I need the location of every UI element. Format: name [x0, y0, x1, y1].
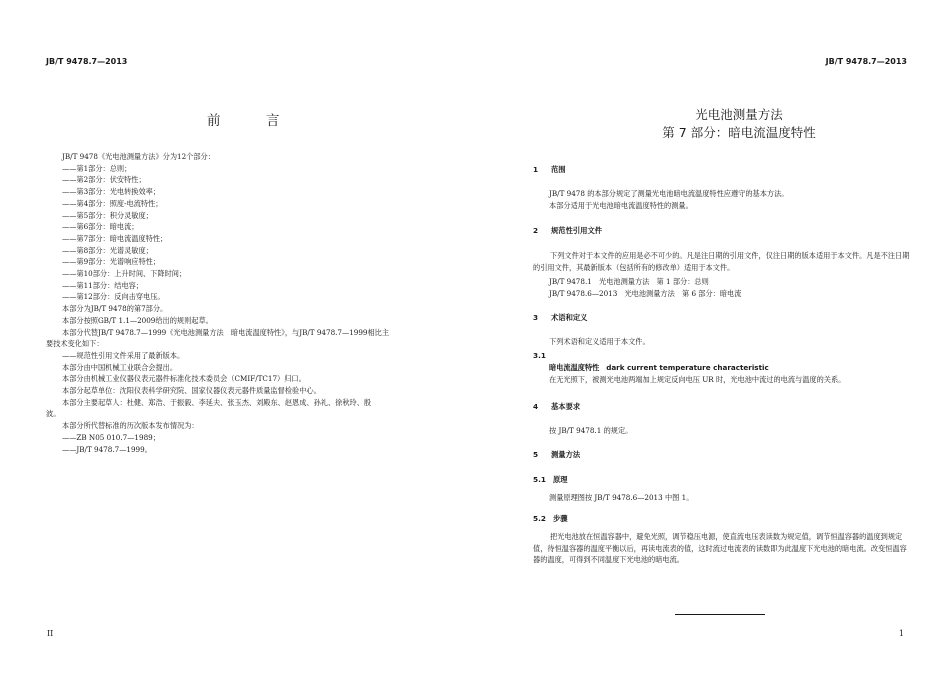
normative-reference-2: JB/T 9478.6—2013 光电池测量方法 第 6 部分：暗电流 — [549, 289, 742, 298]
foreword-line: 本部分由中国机械工业联合会提出。 — [62, 362, 178, 372]
section-title: 范围 — [551, 165, 566, 174]
term-english: dark current temperature characteristic — [606, 363, 769, 372]
section-title: 基本要求 — [551, 402, 581, 411]
subsection-5-2-para: 把光电池放在恒温容器中，避免光照，调节稳压电源，使直流电压表读数为规定值，调节恒温容器的温度到规定值，待恒温容器的温度平衡以后，再读电流表的值，这时流过电流表的读数即为此温度下光电池的暗电流。改变恒温容器的温度，可得到不同温度下光电池的暗电流。 — [533, 532, 907, 564]
right-page-number: 1 — [898, 629, 904, 638]
section-title: 测量方法 — [551, 450, 581, 459]
section-3-para-1: 下列术语和定义适用于本文件。 — [549, 337, 650, 346]
section-number: 5.1 — [533, 475, 546, 484]
normative-reference-1: JB/T 9478.1 光电池测量方法 第 1 部分：总则 — [549, 277, 709, 286]
foreword-line: ——第7部分：暗电流温度特性； — [62, 233, 168, 243]
right-running-header: JB/T 9478.7—2013 — [825, 57, 907, 66]
standard-page — [475, 0, 950, 673]
section-1-para-1: JB/T 9478 的本部分规定了测量光电池暗电流温度特性应遵守的基本方法。 — [549, 189, 789, 198]
foreword-line: 本部分起草单位：沈阳仪表科学研究院、国家仪器仪表元器件质量监督检验中心。 — [62, 386, 321, 396]
foreword-line: ——第4部分：照度-电流特性； — [62, 198, 163, 208]
foreword-line: 本部分主要起草人：杜健、郑浩、于振毅、李延夫、张玉杰、刘殿东、赵恩成、孙礼、徐秋玲、殷 — [62, 397, 372, 407]
left-page-number: II — [47, 629, 54, 638]
subsection-5-1-heading — [533, 475, 568, 485]
section-number: 5 — [533, 450, 539, 459]
subsection-5-2-heading — [533, 514, 568, 524]
foreword-line: ——第2部分：伏安特性； — [62, 175, 146, 185]
section-1-heading — [533, 165, 566, 175]
foreword-line: 本部分代替JB/T 9478.7—1999《光电池测量方法 暗电流温度特性》，与JB/T 9478.7—1999相比主 — [62, 327, 390, 337]
section-2-para-1: 下列文件对于本文件的应用是必不可少的。凡是注日期的引用文件，仅注日期的版本适用于本文件。凡是不注日期的引用文件，其最新版本（包括所有的修改单）适用于本文件。 — [533, 251, 910, 272]
foreword-body — [46, 151, 446, 455]
section-title: 原理 — [553, 475, 568, 484]
foreword-line: ——第5部分：积分灵敏度； — [62, 210, 153, 220]
foreword-line: 波。 — [46, 409, 61, 419]
section-4-heading — [533, 402, 580, 412]
section-2-heading — [533, 226, 602, 236]
end-rule — [675, 614, 765, 615]
foreword-line: ——第12部分：反向击穿电压。 — [62, 292, 165, 302]
subsection-3-1-number: 3.1 — [533, 351, 546, 360]
foreword-line: 本部分为JB/T 9478的第7部分。 — [62, 304, 168, 314]
foreword-line: ——ZB N05 010.7—1989； — [62, 432, 160, 442]
section-number: 1 — [533, 165, 539, 174]
section-number: 2 — [533, 226, 539, 235]
section-number: 5.2 — [533, 514, 546, 523]
foreword-line: ——第6部分：暗电流； — [62, 222, 139, 232]
term-entry — [549, 362, 919, 374]
section-number: 3 — [533, 313, 539, 322]
section-5-heading — [533, 450, 580, 460]
foreword-line: ——第11部分：结电容； — [62, 280, 144, 290]
section-3-heading — [533, 313, 587, 323]
subsection-5-1-para: 测量原理图按 JB/T 9478.6—2013 中图 1。 — [549, 493, 694, 502]
foreword-line: ——第9部分：光谱响应特性； — [62, 257, 161, 267]
foreword-line: 本部分按照GB/T 1.1—2009给出的规则起草。 — [62, 315, 213, 325]
foreword-line: ——规范性引用文件采用了最新版本。 — [62, 350, 185, 360]
section-number: 4 — [533, 402, 539, 411]
section-1-para-2: 本部分适用于光电池暗电流温度特性的测量。 — [549, 201, 693, 210]
document-title — [475, 106, 950, 142]
document-title-line2: 第 7 部分：暗电流温度特性 — [662, 125, 816, 140]
foreword-line: 要技术变化如下： — [46, 339, 104, 349]
term-chinese: 暗电流温度特性 — [549, 363, 600, 372]
foreword-line: 本部分所代替标准的历次版本发布情况为： — [62, 421, 199, 431]
left-running-header: JB/T 9478.7—2013 — [46, 57, 128, 66]
section-title: 步骤 — [553, 514, 568, 523]
foreword-line: JB/T 9478《光电池测量方法》分为12个部分： — [62, 152, 215, 161]
foreword-line: 本部分由机械工业仪器仪表元器件标准化技术委员会（CMIF/TC17）归口。 — [62, 374, 306, 384]
section-title: 术语和定义 — [551, 313, 588, 322]
foreword-line: ——第8部分：光谱灵敏度； — [62, 245, 153, 255]
document-title-line1: 光电池测量方法 — [695, 107, 783, 122]
section-title: 规范性引用文件 — [551, 226, 603, 235]
foreword-line: ——第3部分：光电转换效率； — [62, 187, 161, 197]
foreword-title: 前 言 — [207, 113, 296, 129]
foreword-line: ——第10部分：上升时间、下降时间； — [62, 269, 187, 279]
section-4-para-1: 按 JB/T 9478.1 的规定。 — [549, 426, 633, 435]
foreword-line: ——第1部分：总则； — [62, 163, 132, 173]
term-definition: 在无光照下，被测光电池两端加上规定反向电压 UR 时，光电池中流过的电流与温度的关系。 — [549, 375, 846, 384]
foreword-line: ——JB/T 9478.7—1999。 — [62, 444, 152, 454]
